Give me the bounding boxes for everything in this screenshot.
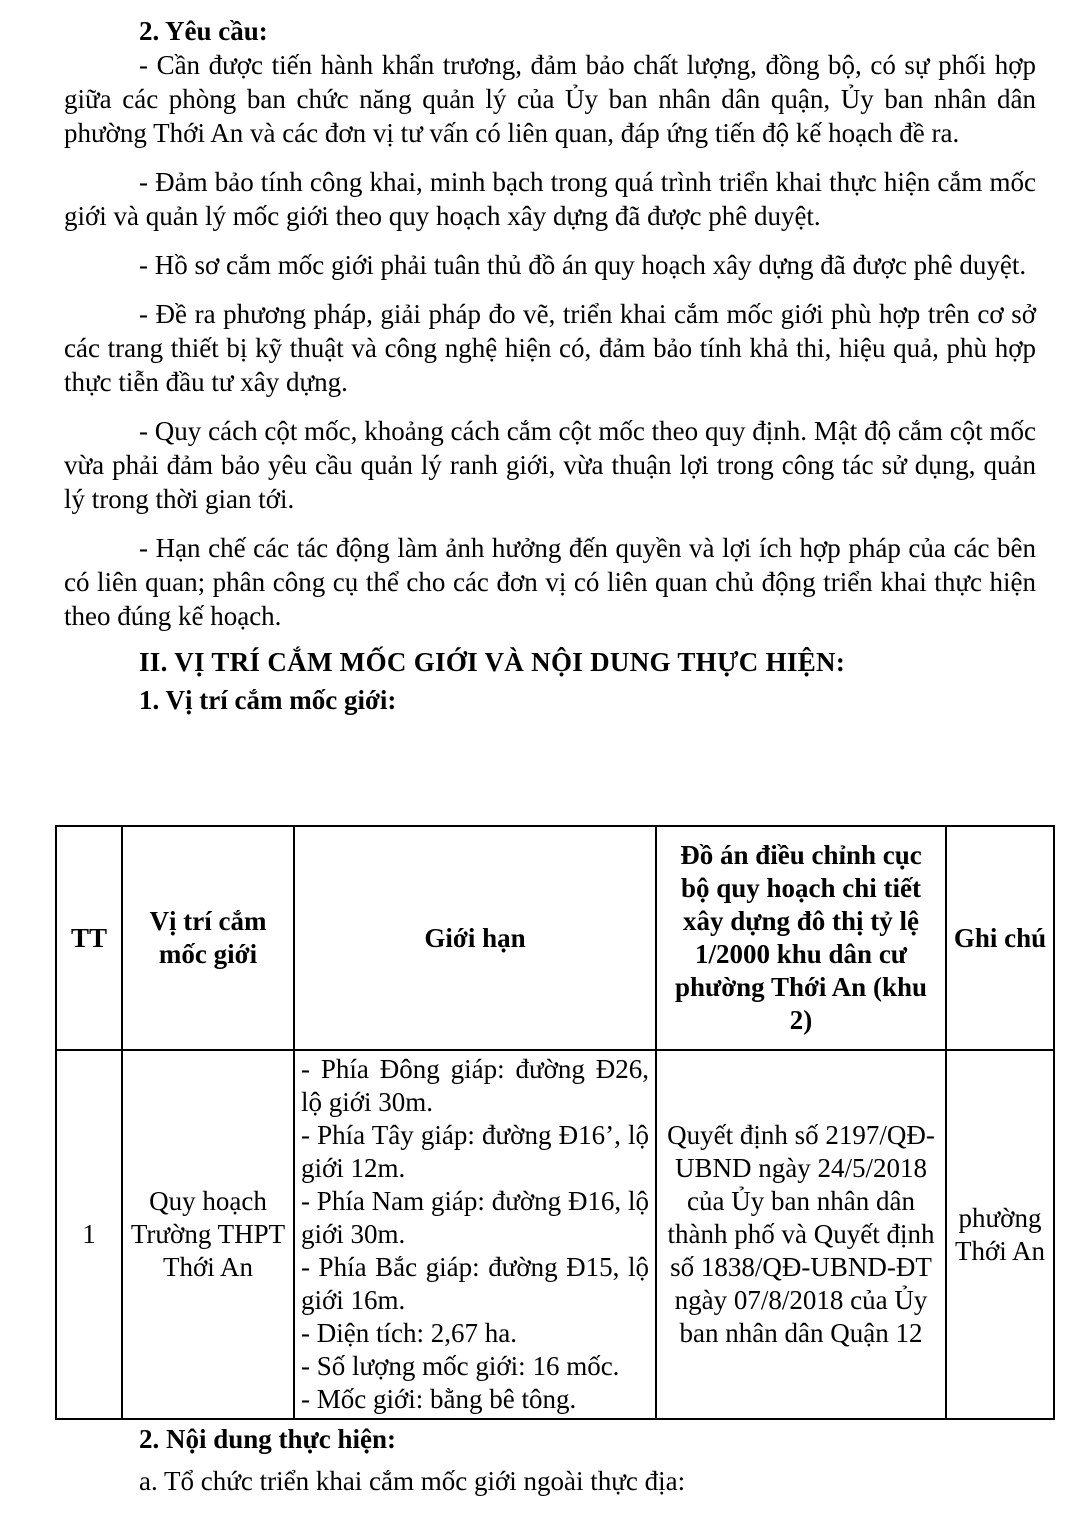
cell-limits [294, 1050, 656, 1419]
requirement-item: - Đề ra phương pháp, giải pháp đo vẽ, triển khai cắm mốc giới phù hợp trên cơ sở các trang thiết bị kỹ thuật và công nghệ hiện có, đảm bảo tính khả thi, hiệu quả, phù hợp thực tiễn đầu tư xây dựng. [64, 299, 1036, 397]
subsection-heading: 2. Nội dung thực hiện: [139, 1424, 397, 1454]
limit-line: - Diện tích: 2,67 ha. [301, 1318, 517, 1348]
requirement-item: - Cần được tiến hành khẩn trương, đảm bảo chất lượng, đồng bộ, có sự phối hợp giữa các phòng ban chức năng quản lý của Ủy ban nhân dân quận, Ủy ban nhân dân phường Thới An và các đơn vị tư vấn có liên quan, đáp ứng tiến độ kế hoạch đề ra. [64, 50, 1036, 148]
boundary-table [55, 825, 1055, 1420]
subsection-heading: 1. Vị trí cắm mốc giới: [139, 685, 397, 715]
requirement-item: - Hồ sơ cắm mốc giới phải tuân thủ đồ án quy hoạch xây dựng đã được phê duyệt. [139, 250, 1027, 280]
limit-line: - Số lượng mốc giới: 16 mốc. [301, 1351, 620, 1381]
after-table-content [139, 1422, 1039, 1506]
requirement-item: - Hạn chế các tác động làm ảnh hưởng đến quyền và lợi ích hợp pháp của các bên có liên quan; phân công cụ thể cho các đơn vị có liên quan chủ động triển khai thực hiện theo đúng kế hoạch. [64, 533, 1036, 631]
cell-tt: 1 [56, 1050, 122, 1419]
content-item: a. Tổ chức triển khai cắm mốc giới ngoài thực địa: [139, 1466, 686, 1496]
header-plan: Đồ án điều chỉnh cục bộ quy hoạch chi tiết xây dựng đô thị tỷ lệ 1/2000 khu dân cư phường Thới An (khu 2) [656, 826, 946, 1050]
limit-line: - Mốc giới: bằng bê tông. [301, 1384, 577, 1414]
header-limits: Giới hạn [294, 826, 656, 1050]
limit-line: - Phía Bắc giáp: đường Đ15, lộ giới 16m. [301, 1252, 649, 1315]
cell-plan: Quyết định số 2197/QĐ-UBND ngày 24/5/2018 của Ủy ban nhân dân thành phố và Quyết định số 1838/QĐ-UBND-ĐT ngày 07/8/2018 của Ủy ban nhân dân Quận 12 [656, 1050, 946, 1419]
limit-line: - Phía Tây giáp: đường Đ16’, lộ giới 12m. [301, 1120, 649, 1183]
header-tt: TT [56, 826, 122, 1050]
cell-location: Quy hoạch Trường THPT Thới An [122, 1050, 294, 1419]
limit-line: - Phía Nam giáp: đường Đ16, lộ giới 30m. [301, 1186, 649, 1249]
header-location: Vị trí cắm mốc giới [122, 826, 294, 1050]
requirement-item: - Quy cách cột mốc, khoảng cách cắm cột mốc theo quy định. Mật độ cắm cột mốc vừa phải đảm bảo yêu cầu quản lý ranh giới, vừa thuận lợi trong công tác sử dụng, quản lý trong thời gian tới. [64, 416, 1036, 514]
requirements-heading: 2. Yêu cầu: [139, 16, 268, 46]
table-row [56, 1050, 1054, 1419]
cell-note: phường Thới An [946, 1050, 1054, 1419]
limit-line: - Phía Đông giáp: đường Đ26, lộ giới 30m. [301, 1054, 649, 1117]
section-heading: II. VỊ TRÍ CẮM MỐC GIỚI VÀ NỘI DUNG THỰC HIỆN: [139, 647, 846, 677]
requirement-item: - Đảm bảo tính công khai, minh bạch trong quá trình triển khai thực hiện cắm mốc giới và quản lý mốc giới theo quy hoạch xây dựng đã được phê duyệt. [64, 167, 1036, 231]
header-note: Ghi chú [946, 826, 1054, 1050]
document-page [64, 14, 1036, 717]
table-header-row [56, 826, 1054, 1050]
